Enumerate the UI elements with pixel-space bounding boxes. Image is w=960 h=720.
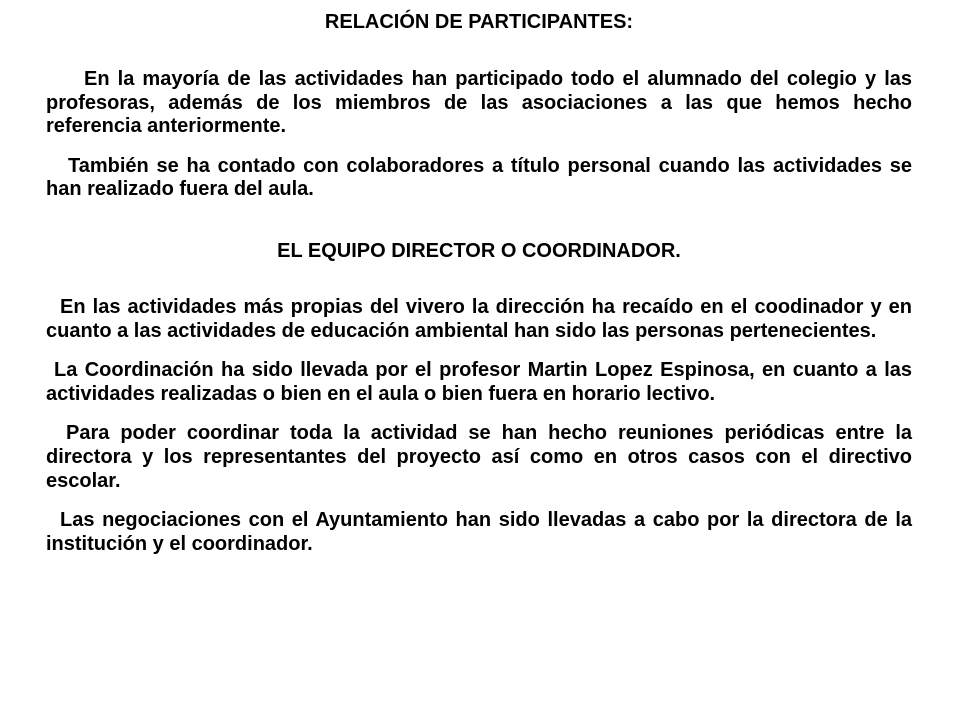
paragraph-participants-collaborators: También se ha contado con colaboradores a título personal cuando las actividades se han realizado fuera del aula. (46, 154, 912, 201)
section-heading-participants: RELACIÓN DE PARTICIPANTES: (324, 11, 634, 33)
paragraph-coordination-town-hall: Las negociaciones con el Ayuntamiento han sido llevadas a cabo por la directora de la institución y el coordinador. (46, 509, 912, 555)
section-heading-coordination-team: EL EQUIPO DIRECTOR O COORDINADOR. (277, 239, 681, 262)
paragraph-coordination-meetings: Para poder coordinar toda la actividad se han hecho reuniones periódicas entre la directora y los representantes del proyecto así como en otros casos con el directivo escolar. (46, 422, 912, 492)
paragraph-participants-students: En la mayoría de las actividades han participado todo el alumnado del colegio y las profesoras, además de los miembros de las asociaciones a las que hemos hecho referencia anteriormente. (46, 68, 912, 138)
paragraph-coordination-direction: En las actividades más propias del vivero la dirección ha recaído en el coodinador y en cuanto a las actividades de educación ambiental han sido las personas pertenecientes. (46, 295, 912, 342)
paragraph-coordination-teacher: La Coordinación ha sido llevada por el profesor Martin Lopez Espinosa, en cuanto a las actividades realizadas o bien en el aula o bien fuera en horario lectivo. (46, 359, 912, 405)
